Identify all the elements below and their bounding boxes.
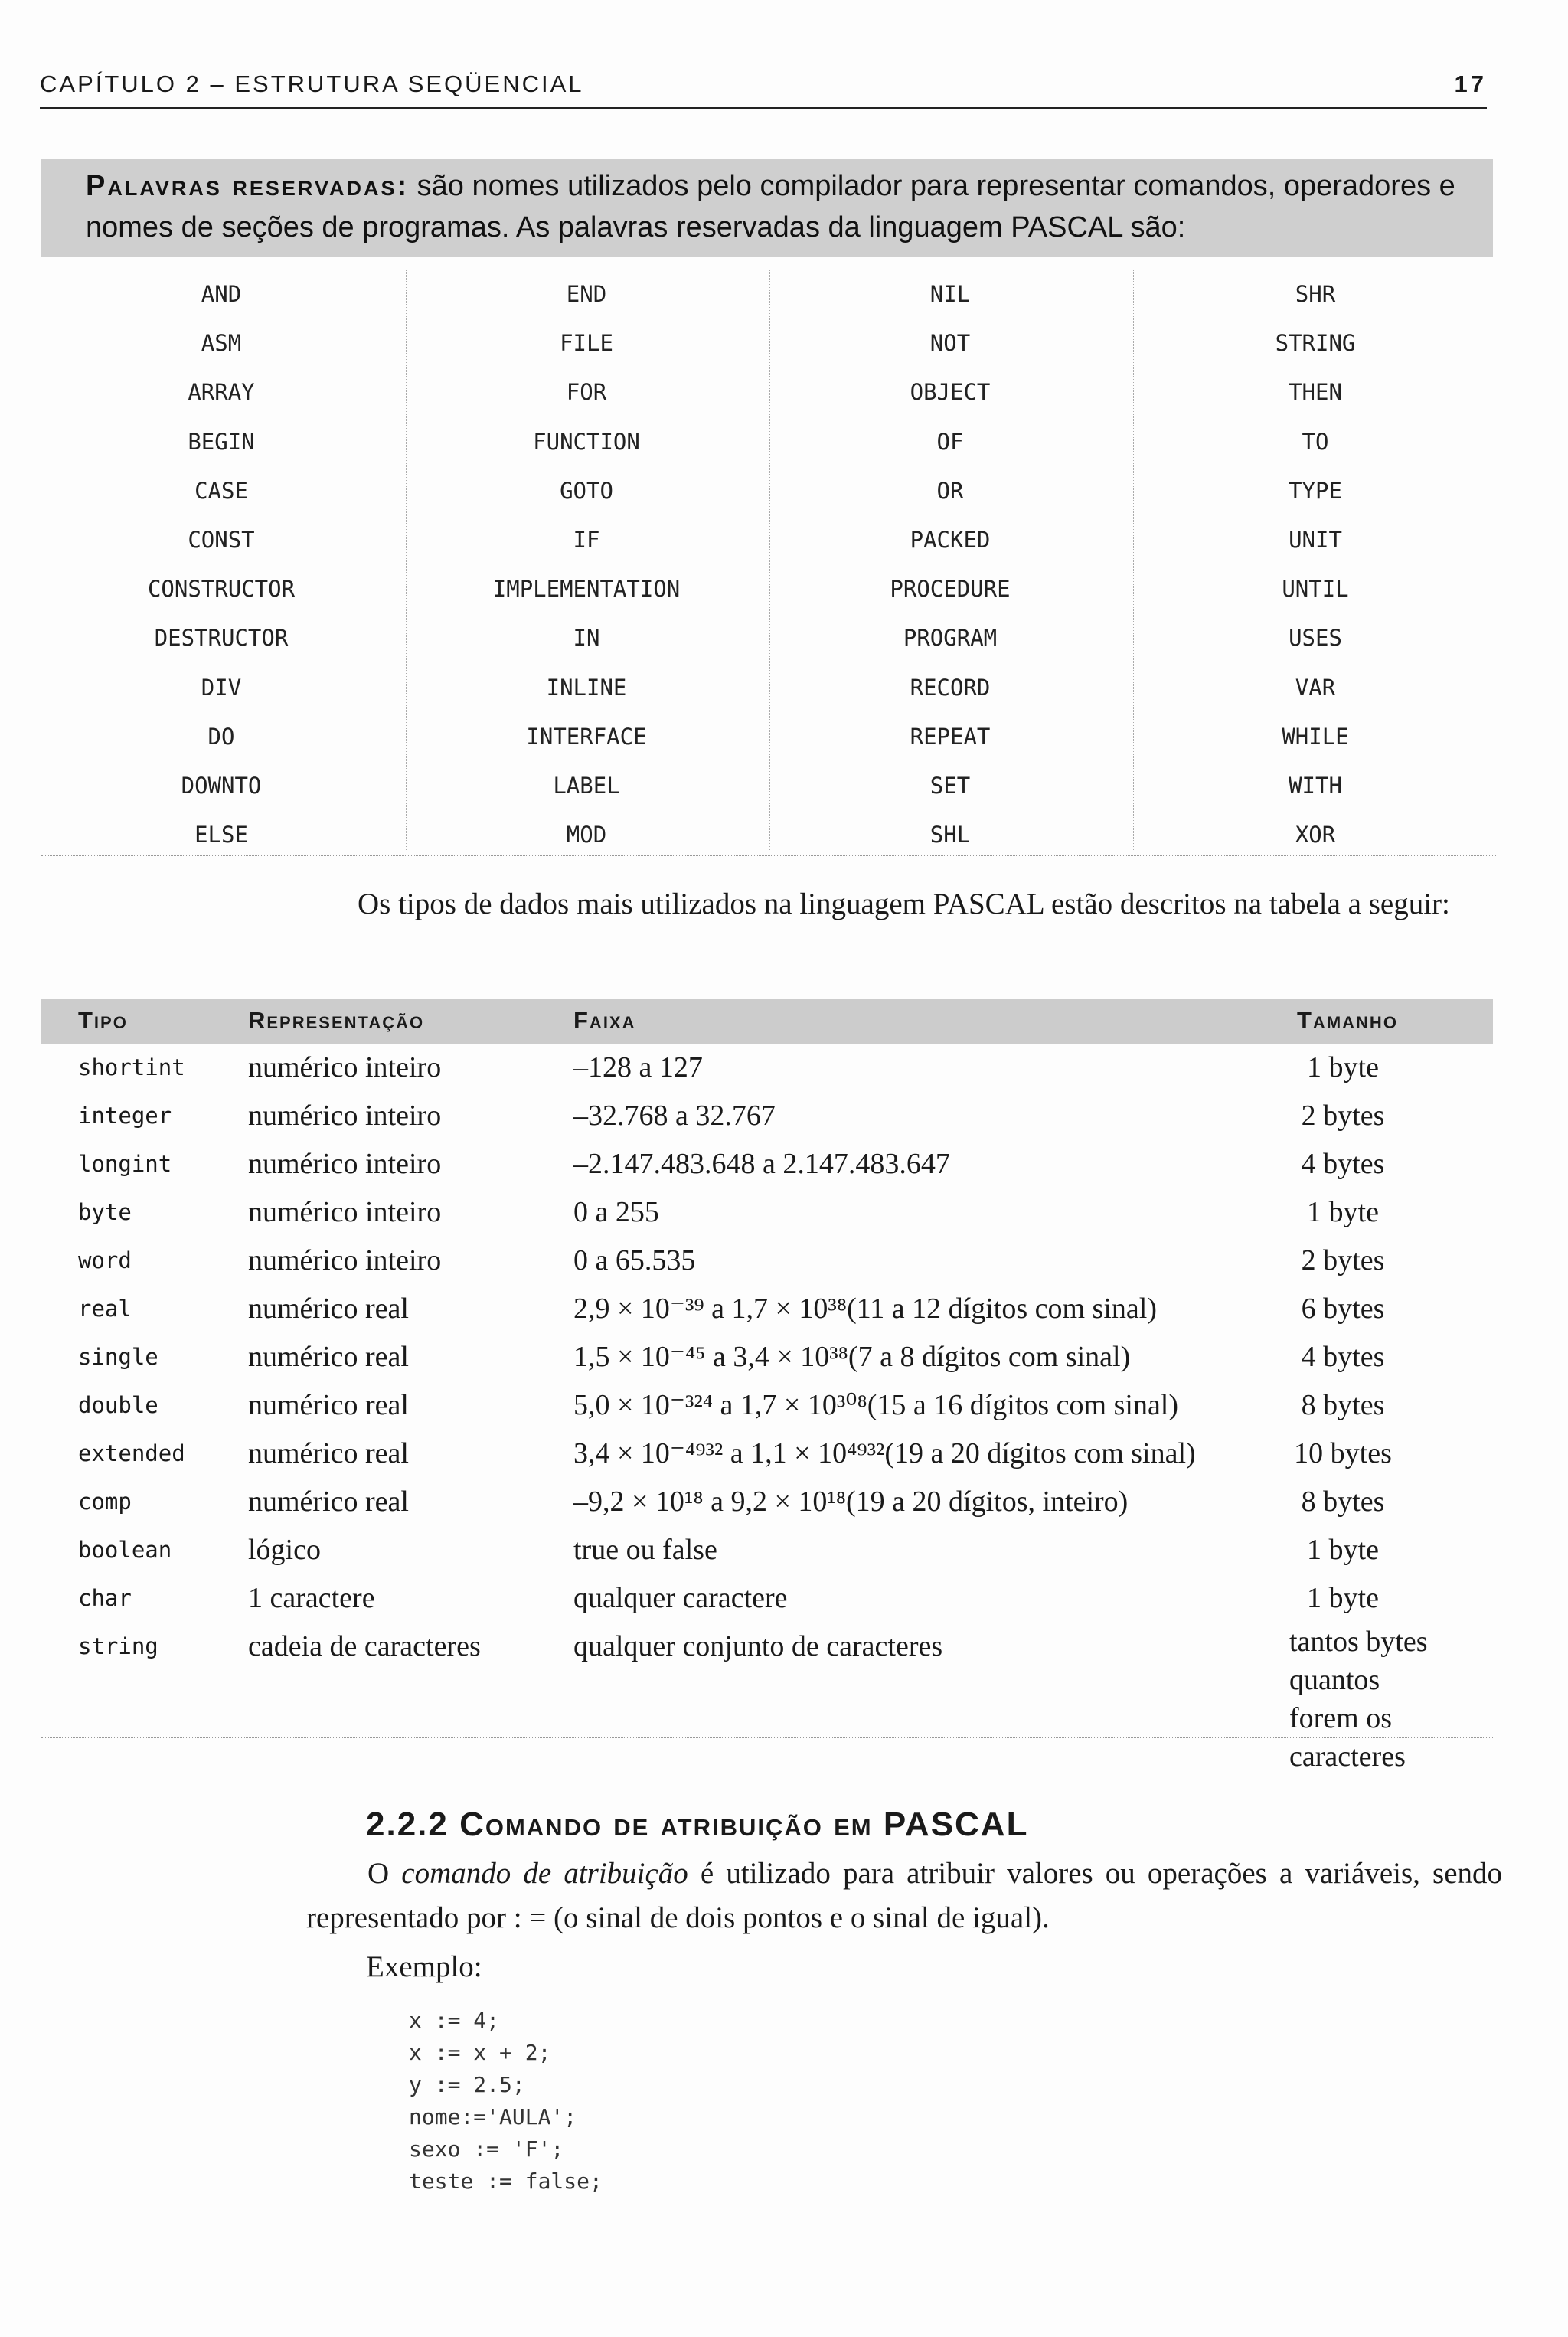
type-range: true ou false bbox=[573, 1534, 717, 1566]
reserved-word: STRING bbox=[1275, 330, 1356, 357]
table-body bbox=[41, 1044, 1493, 1773]
reserved-word: UNTIL bbox=[1282, 576, 1349, 603]
type-representation: numérico inteiro bbox=[248, 1244, 442, 1276]
type-name: shortint bbox=[78, 1054, 185, 1080]
chapter-title: CAPÍTULO 2 – ESTRUTURA SEQÜENCIAL bbox=[40, 70, 584, 97]
intro-title: Palavras reservadas: bbox=[86, 170, 410, 202]
table-header bbox=[41, 999, 1493, 1044]
type-size: 4 bytes bbox=[1301, 1148, 1385, 1180]
section-body-suffix: é utilizado para atribuir valores ou operações a variáveis, sendo representado por : = (o sinal de dois pontos e o sinal de igual). bbox=[306, 1857, 1502, 1934]
page-number: 17 bbox=[1454, 70, 1487, 97]
type-name: string bbox=[78, 1633, 158, 1659]
reserved-word: XOR bbox=[1295, 822, 1336, 848]
reserved-word: USES bbox=[1289, 625, 1342, 652]
running-header bbox=[40, 70, 1487, 109]
type-name: integer bbox=[78, 1103, 172, 1129]
reserved-word: CONSTRUCTOR bbox=[147, 576, 296, 603]
type-size: 4 bytes bbox=[1301, 1341, 1385, 1373]
header-tamanho: Tamanho bbox=[1297, 1007, 1398, 1034]
type-name: double bbox=[78, 1392, 158, 1418]
table-row bbox=[41, 1092, 1493, 1140]
reserved-word: NOT bbox=[929, 330, 971, 357]
type-range: –32.768 a 32.767 bbox=[573, 1100, 776, 1132]
reserved-word: TO bbox=[1302, 428, 1329, 455]
table-row bbox=[41, 1478, 1493, 1526]
section-heading: 2.2.2 Comando de atribuição em PASCAL bbox=[366, 1806, 1029, 1843]
reserved-word: INLINE bbox=[546, 674, 627, 701]
reserved-words-column bbox=[41, 270, 401, 851]
reserved-word: MOD bbox=[566, 822, 607, 848]
reserved-word: PACKED bbox=[910, 526, 991, 553]
type-size: 1 byte bbox=[1307, 1582, 1379, 1614]
type-size: 1 byte bbox=[1307, 1196, 1379, 1228]
type-name: real bbox=[78, 1296, 132, 1322]
reserved-word: TYPE bbox=[1289, 477, 1342, 504]
table-row bbox=[41, 1381, 1493, 1430]
reserved-word: PROGRAM bbox=[903, 625, 998, 652]
type-size: 8 bytes bbox=[1301, 1389, 1385, 1421]
type-representation: numérico real bbox=[248, 1389, 409, 1421]
type-range: –2.147.483.648 a 2.147.483.647 bbox=[573, 1148, 950, 1180]
section-body-prefix: O bbox=[368, 1857, 402, 1890]
reserved-words-intro-box bbox=[41, 159, 1493, 257]
code-line: nome:='AULA'; bbox=[409, 2104, 577, 2129]
reserved-word: THEN bbox=[1289, 379, 1342, 406]
reserved-word: RECORD bbox=[910, 674, 991, 701]
table-row bbox=[41, 1285, 1493, 1333]
type-range: 0 a 65.535 bbox=[573, 1244, 696, 1276]
type-representation: numérico real bbox=[248, 1341, 409, 1373]
type-representation: numérico inteiro bbox=[248, 1051, 442, 1084]
type-range: 2,9 × 10⁻³⁹ a 1,7 × 10³⁸(11 a 12 dígitos com sinal) bbox=[573, 1293, 1157, 1325]
reserved-word: AND bbox=[201, 281, 242, 307]
type-size: tantos bytes quantos forem os caracteres bbox=[1289, 1626, 1428, 1773]
table-row bbox=[41, 1188, 1493, 1237]
reserved-word: DO bbox=[207, 723, 235, 750]
reserved-word: SET bbox=[929, 772, 971, 799]
header-faixa: Faixa bbox=[573, 1007, 636, 1034]
type-representation: numérico inteiro bbox=[248, 1148, 442, 1180]
type-range: –128 a 127 bbox=[573, 1051, 703, 1084]
reserved-word: OR bbox=[936, 477, 964, 504]
reserved-word: DIV bbox=[201, 674, 242, 701]
table-row bbox=[41, 1140, 1493, 1188]
type-size: 2 bytes bbox=[1301, 1244, 1385, 1276]
reserved-word: ELSE bbox=[194, 822, 248, 848]
reserved-words-grid bbox=[41, 270, 1496, 856]
reserved-word: BEGIN bbox=[188, 428, 255, 455]
reserved-word: LABEL bbox=[553, 772, 620, 799]
reserved-word: DOWNTO bbox=[181, 772, 262, 799]
reserved-word: FUNCTION bbox=[533, 428, 640, 455]
type-name: boolean bbox=[78, 1537, 172, 1563]
type-representation: numérico inteiro bbox=[248, 1100, 442, 1132]
type-range: qualquer caractere bbox=[573, 1582, 788, 1614]
header-representacao: Representação bbox=[248, 1007, 425, 1034]
reserved-word: ARRAY bbox=[188, 379, 255, 406]
reserved-word: CASE bbox=[194, 477, 248, 504]
reserved-word: OBJECT bbox=[910, 379, 991, 406]
code-line: x := x + 2; bbox=[409, 2040, 551, 2065]
reserved-word: INTERFACE bbox=[526, 723, 647, 750]
table-row bbox=[41, 1044, 1493, 1092]
types-intro-paragraph: Os tipos de dados mais utilizados na linguagem PASCAL estão descritos na tabela a seguir: bbox=[358, 887, 1450, 920]
table-row bbox=[41, 1526, 1493, 1574]
section-paragraph bbox=[306, 1852, 1502, 1940]
data-types-table bbox=[41, 999, 1493, 1773]
reserved-word: SHR bbox=[1295, 281, 1336, 307]
table-row bbox=[41, 1237, 1493, 1285]
code-line: x := 4; bbox=[409, 2008, 500, 2033]
table-row bbox=[41, 1623, 1493, 1773]
reserved-word: UNIT bbox=[1289, 526, 1342, 553]
type-name: comp bbox=[78, 1489, 132, 1515]
example-label: Exemplo: bbox=[366, 1950, 482, 1983]
type-representation: numérico real bbox=[248, 1437, 409, 1469]
type-representation: numérico inteiro bbox=[248, 1196, 442, 1228]
table-row bbox=[41, 1333, 1493, 1381]
type-representation: numérico real bbox=[248, 1293, 409, 1325]
reserved-word: FOR bbox=[566, 379, 607, 406]
type-range: 3,4 × 10⁻⁴⁹³² a 1,1 × 10⁴⁹³²(19 a 20 dígitos com sinal) bbox=[573, 1437, 1196, 1469]
type-name: extended bbox=[78, 1440, 185, 1466]
reserved-word: WITH bbox=[1289, 772, 1342, 799]
code-line: sexo := 'F'; bbox=[409, 2136, 564, 2162]
reserved-word: END bbox=[566, 281, 607, 307]
table-row bbox=[41, 1430, 1493, 1478]
type-range: 1,5 × 10⁻⁴⁵ a 3,4 × 10³⁸(7 a 8 dígitos com sinal) bbox=[573, 1341, 1131, 1373]
reserved-word: DESTRUCTOR bbox=[154, 625, 289, 652]
code-example bbox=[409, 2005, 603, 2198]
type-name: byte bbox=[78, 1199, 132, 1225]
section-body-emphasis: comando de atribuição bbox=[401, 1857, 688, 1890]
type-representation: numérico real bbox=[248, 1486, 409, 1518]
type-range: –9,2 × 10¹⁸ a 9,2 × 10¹⁸(19 a 20 dígitos, inteiro) bbox=[573, 1486, 1129, 1518]
type-name: char bbox=[78, 1585, 132, 1611]
type-size: 10 bytes bbox=[1294, 1437, 1392, 1469]
type-size: 8 bytes bbox=[1301, 1486, 1385, 1518]
reserved-words-column bbox=[406, 270, 766, 851]
type-size: 6 bytes bbox=[1301, 1293, 1385, 1325]
reserved-word: SHL bbox=[929, 822, 971, 848]
type-name: single bbox=[78, 1344, 158, 1370]
reserved-word: IMPLEMENTATION bbox=[492, 576, 681, 603]
type-representation: lógico bbox=[248, 1534, 321, 1566]
type-name: longint bbox=[78, 1151, 172, 1177]
reserved-word: CONST bbox=[188, 526, 255, 553]
type-range: qualquer conjunto de caracteres bbox=[573, 1630, 943, 1662]
reserved-word: VAR bbox=[1295, 674, 1336, 701]
reserved-word: IF bbox=[573, 526, 600, 553]
type-name: word bbox=[78, 1247, 132, 1273]
type-size: 1 byte bbox=[1307, 1051, 1379, 1084]
reserved-word: GOTO bbox=[560, 477, 613, 504]
type-representation: cadeia de caracteres bbox=[248, 1630, 481, 1662]
reserved-word: PROCEDURE bbox=[890, 576, 1011, 603]
reserved-word: FILE bbox=[560, 330, 613, 357]
code-line: teste := false; bbox=[409, 2169, 603, 2194]
reserved-word: ASM bbox=[201, 330, 242, 357]
header-tipo: Tipo bbox=[78, 1007, 128, 1034]
intro-text: são nomes utilizados pelo compilador para representar comandos, operadores e nomes de seções de programas. As palavras reservadas da linguagem PASCAL são: bbox=[86, 170, 1455, 244]
reserved-word: NIL bbox=[929, 281, 971, 307]
type-representation: 1 caractere bbox=[248, 1582, 375, 1614]
reserved-word: OF bbox=[936, 428, 964, 455]
type-size: 2 bytes bbox=[1301, 1100, 1385, 1132]
reserved-word: IN bbox=[573, 625, 600, 652]
code-line: y := 2.5; bbox=[409, 2072, 525, 2097]
reserved-words-column bbox=[1133, 270, 1497, 851]
type-size: 1 byte bbox=[1307, 1534, 1379, 1566]
type-range: 5,0 × 10⁻³²⁴ a 1,7 × 10³⁰⁸(15 a 16 dígitos com sinal) bbox=[573, 1389, 1179, 1421]
reserved-word: WHILE bbox=[1282, 723, 1349, 750]
table-row bbox=[41, 1574, 1493, 1623]
reserved-word: REPEAT bbox=[910, 723, 991, 750]
reserved-words-column bbox=[769, 270, 1130, 851]
type-range: 0 a 255 bbox=[573, 1196, 659, 1228]
